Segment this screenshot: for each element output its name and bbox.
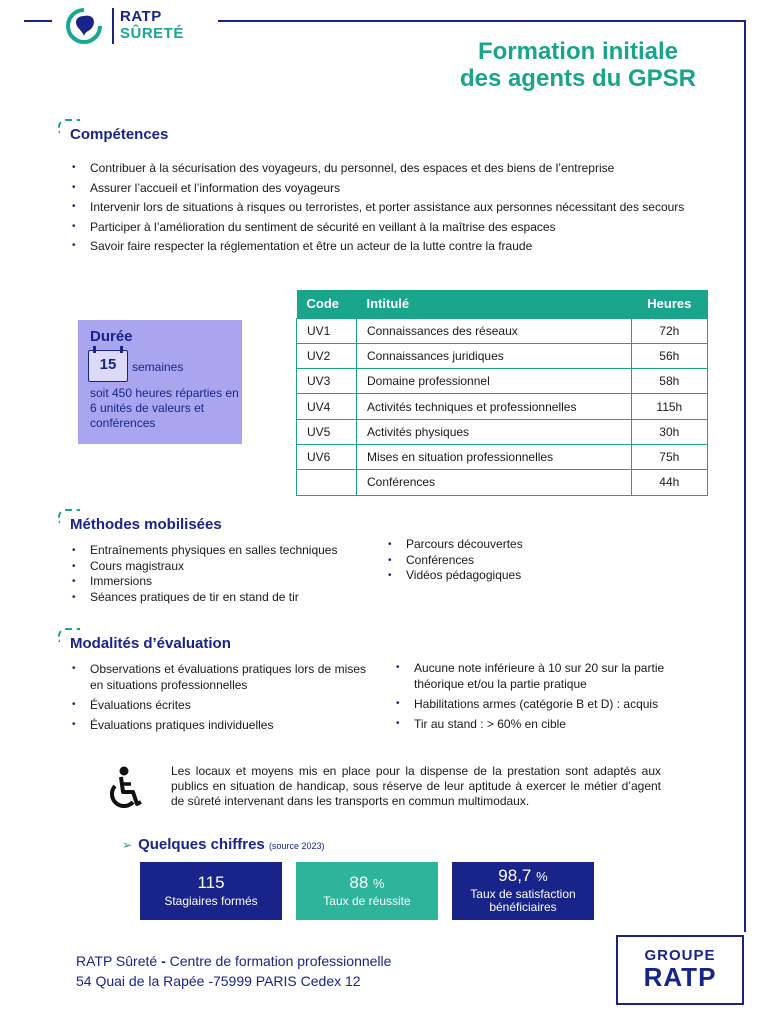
kpi-card-stagiaires [140,862,282,920]
calendar-icon [88,350,128,382]
kpi-label: Stagiaires formés [164,894,258,908]
logo-separator [112,8,114,44]
table-row [297,343,708,368]
list-item: • Immersions [72,574,382,590]
cell-code: UV4 [297,394,357,419]
cell-heures: 115h [631,394,707,419]
table-row [297,470,708,495]
list-item: • Contribuer à la sécurisation des voyageurs, du personnel, des espaces et des biens de l’entreprise [72,160,712,176]
page-title [460,38,696,92]
kpi-value: 98,7 % [498,866,548,885]
list-item: • Séances pratiques de tir en stand de tir [72,590,382,606]
footer-line2: 54 Quai de la Rapée -75999 PARIS Cedex 12 [76,973,361,989]
cell-heures: 44h [631,470,707,495]
list-item: • Vidéos pédagogiques [388,568,688,584]
footer-address [76,951,391,991]
cell-code [297,470,357,495]
cell-intitule: Activités techniques et professionnelles [357,394,632,419]
cell-code: UV6 [297,444,357,469]
logo-ratp-text: RATP [120,8,162,25]
list-item: • Conférences [388,553,688,569]
cell-intitule: Connaissances juridiques [357,343,632,368]
methodes-heading: Méthodes mobilisées [60,516,212,533]
header-code: Code [297,290,357,318]
kpi-heading [122,836,324,853]
cell-code: UV5 [297,419,357,444]
table-header-row [297,290,708,318]
modalites-heading: Modalités d’évaluation [60,635,221,652]
kpi-label: Taux de satisfaction bénéficiaires [470,887,576,914]
cell-intitule: Activités physiques [357,419,632,444]
arrow-right-icon: ➢ [122,838,133,852]
frame-line-top-right [218,20,745,22]
kpi-card-reussite [296,862,438,920]
list-item: • Aucune note inférieure à 10 sur 20 sur la partie théorique et/ou la partie pratique [396,660,696,692]
cell-heures: 75h [631,444,707,469]
cell-code: UV1 [297,318,357,343]
uv-table [296,290,708,496]
competences-list [72,160,712,258]
kpi-label: Taux de réussite [323,894,411,908]
kpi-source: (source 2023) [268,841,325,851]
groupe-text: GROUPE [644,947,716,964]
table-row [297,419,708,444]
list-item: • Entraînements physiques en salles techniques [72,543,382,559]
ratp-logo-icon [62,6,106,46]
logo-surete-text: SÛRETÉ [120,25,184,42]
duree-box [78,320,242,444]
accessibility-text: Les locaux et moyens mis en place pour la dispense de la prestation sont adaptés aux publics en situation de handicap, sous réserve de leur aptitude à exercer le métier d’agent de sûreté intervenant dans les transports en commun multimodaux. [171,764,661,808]
list-item: • Savoir faire respecter la réglementation et être un acteur de la lutte contre la fraude [72,238,712,254]
table-row [297,394,708,419]
list-item: • Cours magistraux [72,559,382,575]
kpi-heading-text: Quelques chiffres [138,836,265,853]
duree-heading: Durée [90,328,133,345]
cell-heures: 72h [631,318,707,343]
methodes-list-left [72,543,382,605]
wheelchair-icon [102,766,146,812]
competences-heading: Compétences [60,126,158,143]
modalites-list-right [396,660,696,736]
cell-heures: 58h [631,369,707,394]
list-item: • Assurer l’accueil et l’information des voyageurs [72,180,712,196]
list-item: • Observations et évaluations pratiques lors de mises en situations professionnelles [72,661,366,693]
page-title-line1: Formation initiale [477,38,678,65]
list-item: • Tir au stand : > 60% en cible [396,716,696,732]
list-item: • Évaluations écrites [72,697,366,713]
list-item: • Parcours découvertes [388,537,688,553]
list-item: • Intervenir lors de situations à risques ou terroristes, et porter assistance aux personnes nécessitant des secours [72,199,712,215]
cell-heures: 30h [631,419,707,444]
list-item: • Habilitations armes (catégorie B et D) : acquis [396,696,696,712]
duree-number: 15 [99,356,117,373]
footer-line1: RATP Sûreté - Centre de formation professionnelle [76,953,392,969]
cell-intitule: Conférences [357,470,632,495]
table-row [297,318,708,343]
cell-intitule: Connaissances des réseaux [357,318,632,343]
ratp-surete-logo [62,4,222,48]
cell-code: UV3 [297,369,357,394]
frame-line-top-left [24,20,52,22]
table-row [297,444,708,469]
list-item: • Évaluations pratiques individuelles [72,717,366,733]
cell-intitule: Domaine professionnel [357,369,632,394]
modalites-list-left [72,661,366,737]
table-row [297,369,708,394]
header-heures: Heures [631,290,707,318]
methodes-list-right [388,537,688,584]
frame-line-right [744,20,746,932]
page-title-line2: des agents du GPSR [459,65,696,92]
duree-description: soit 450 heures réparties en 6 unités de valeurs et conférences [90,386,239,430]
groupe-ratp-logo [616,935,744,1005]
kpi-value: 88 % [349,873,385,892]
header-intitule: Intitulé [357,290,632,318]
kpi-value: 115 [197,873,225,892]
ratp-text: RATP [643,962,717,992]
cell-intitule: Mises en situation professionnelles [357,444,632,469]
kpi-card-satisfaction [452,862,594,920]
list-item: • Participer à l’amélioration du sentiment de sécurité en veillant à la maîtrise des espaces [72,219,712,235]
cell-heures: 56h [631,343,707,368]
cell-code: UV2 [297,343,357,368]
duree-unit: semaines [132,360,184,374]
